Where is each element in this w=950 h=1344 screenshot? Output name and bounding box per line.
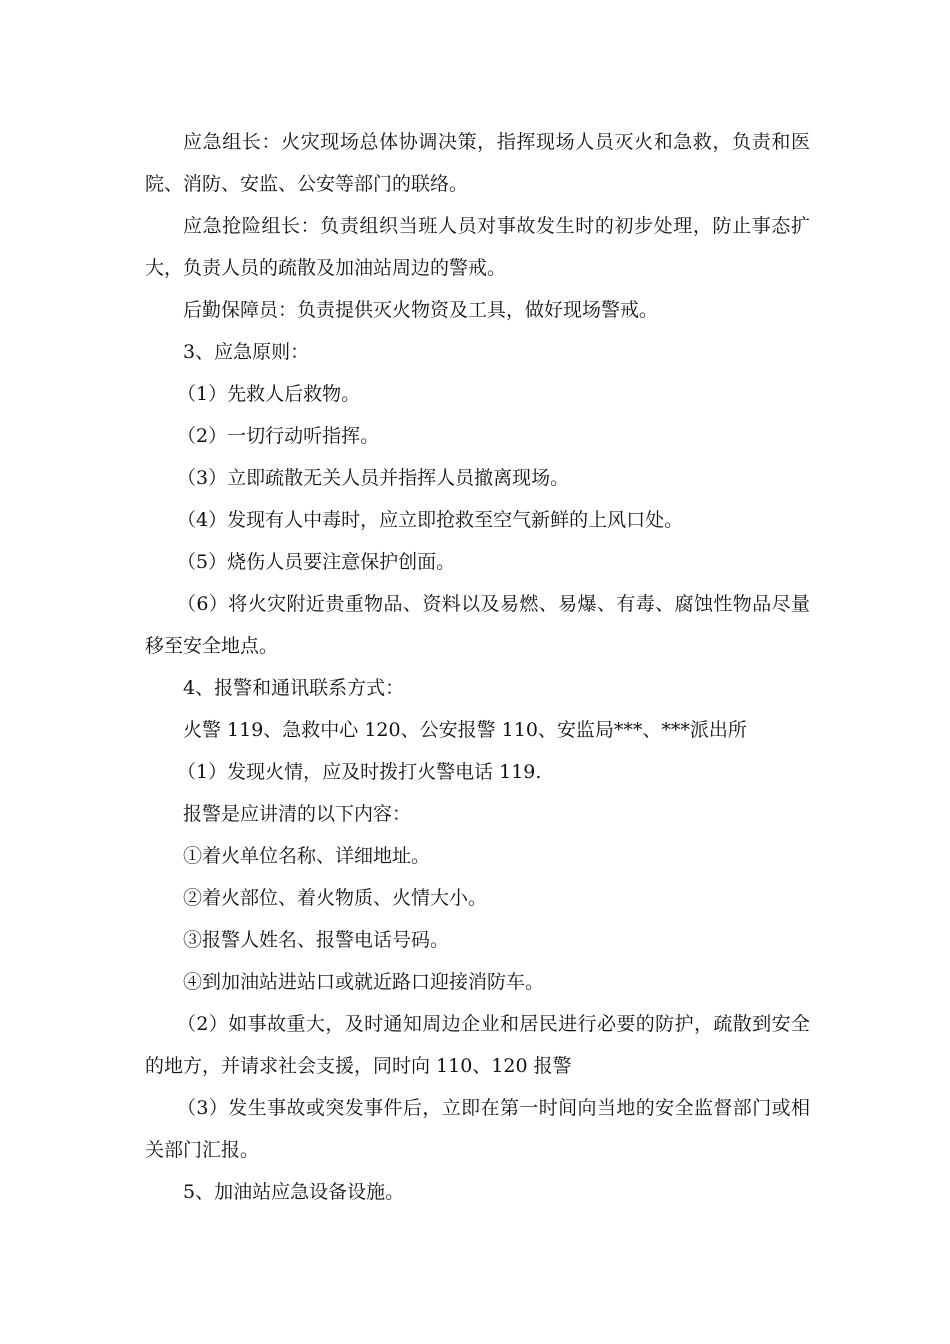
section-heading-equipment: 5、加油站应急设备设施。 [183,1181,405,1203]
principle-item-1: （1）先救人后救物。 [177,383,361,405]
document-body [145,121,810,1213]
report-point-3: ③报警人姓名、报警电话号码。 [183,929,450,951]
principle-item-3: （3）立即疏散无关人员并指挥人员撤离现场。 [177,467,570,489]
report-point-4: ④到加油站进站口或就近路口迎接消防车。 [183,971,545,993]
principle-item-2: （2）一切行动听指挥。 [177,425,380,447]
section-heading-contacts: 4、报警和通讯联系方式： [183,677,405,699]
principle-item-5: （5）烧伤人员要注意保护创面。 [177,551,456,573]
contact-numbers: 火警 119、急救中心 120、公安报警 110、安监局***、***派出所 [183,719,747,741]
report-point-2: ②着火部位、着火物质、火情大小。 [183,887,488,909]
principle-item-6: （6）将火灾附近贵重物品、资料以及易燃、易爆、有毒、腐蚀性物品尽量移至安全地点。 [145,593,810,657]
principle-item-4: （4）发现有人中毒时，应立即抢救至空气新鲜的上风口处。 [177,509,684,531]
paragraph-logistics: 后勤保障员：负责提供灭火物资及工具，做好现场警戒。 [183,299,659,321]
paragraph-rescue-leader: 应急抢险组长：负责组织当班人员对事故发生时的初步处理，防止事态扩大，负责人员的疏散及加油站周边的警戒。 [145,215,810,279]
contact-item-2: （2）如事故重大，及时通知周边企业和居民进行必要的防护，疏散到安全的地方，并请求社会支援，同时向 110、120 报警 [145,1013,810,1077]
report-content-heading: 报警是应讲清的以下内容： [183,803,412,825]
paragraph-emergency-leader: 应急组长：火灾现场总体协调决策，指挥现场人员灭火和急救，负责和医院、消防、安监、公安等部门的联络。 [145,131,810,195]
contact-item-1: （1）发现火情，应及时拨打火警电话 119. [177,761,542,783]
section-heading-principles: 3、应急原则： [183,341,310,363]
report-point-1: ①着火单位名称、详细地址。 [183,845,431,867]
contact-item-3: （3）发生事故或突发事件后，立即在第一时间向当地的安全监督部门或相关部门汇报。 [145,1097,810,1161]
